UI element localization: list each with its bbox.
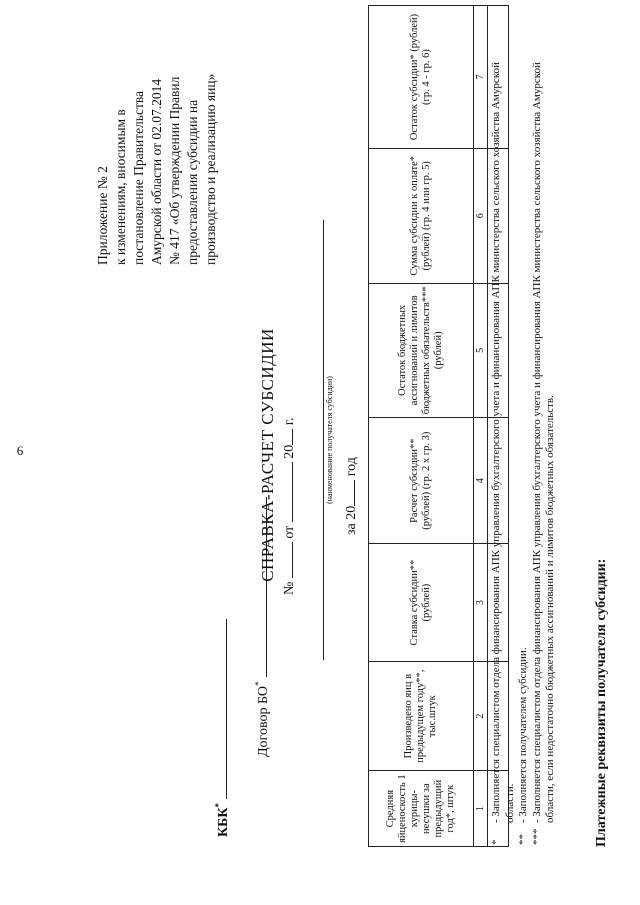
column-number: 1 (474, 771, 488, 847)
appendix-line: Амурской области от 02.07.2014 (149, 78, 164, 265)
year-suffix: г. (282, 417, 297, 426)
report-year-blank[interactable] (340, 480, 355, 506)
appendix-line: предоставления субсидии на (185, 99, 200, 265)
footnote (490, 25, 517, 845)
column-header: Средняя яйценоскость 1 курицы-несушки за предыдущий год*, штук (369, 771, 474, 847)
footnote (531, 25, 558, 845)
page-number: 6 (16, 443, 24, 458)
appendix-line: к изменениям, вносимым в (113, 109, 128, 265)
year-prefix: 20 (282, 444, 297, 459)
footnote-marker: * (213, 802, 224, 808)
footnote-mark: * (490, 839, 502, 845)
column-header: Ставка субсидии** (рублей) (369, 544, 474, 662)
payment-details-heading: Платежные реквизиты получателя субсидии: (594, 558, 609, 847)
appendix-line: постановление Правительства (131, 90, 146, 265)
recipient-caption: (наименование получателя субсидии) (325, 376, 334, 504)
column-number: 3 (474, 544, 488, 662)
document-number-line (278, 418, 298, 595)
column-header: Расчет субсидии** (рублей) (гр. 2 х гр. 3) (369, 418, 474, 544)
footnote-text: - Заполняется специалистом отдела финансирования АПК управления бухгалтерского учета и финансирования АПК министерства сельского хозяйства Амурской области. (490, 62, 516, 823)
column-number: 6 (474, 149, 488, 284)
document-title: СПРАВКА-РАСЧЕТ СУБСИДИИ (258, 328, 277, 582)
appendix-line: производство и реализацию яиц» (203, 73, 218, 265)
from-label: от (282, 525, 297, 539)
number-sign: № (282, 581, 297, 595)
footnote (517, 25, 531, 845)
number-blank[interactable] (278, 542, 293, 578)
column-number: 7 (474, 6, 488, 149)
footnote-text: - Заполняется специалистом отдела финансирования АПК управления бухгалтерского учета и финансирования АПК министерства сельского хозяйства Амурской области, если недостаточно бюджетных ассигнований и лимитов бюджетных обязательств. (530, 62, 556, 823)
kbk-blank[interactable] (212, 619, 227, 799)
kbk-label: КБК (216, 807, 231, 837)
column-header: Сумма субсидии к оплате* (рублей) (гр. 4 или гр. 5) (369, 149, 474, 284)
year-line-prefix: за 20 (344, 505, 359, 535)
column-header: Остаток бюджетных ассигнований и лимитов бюджетных обязательств*** (рублей) (369, 283, 474, 418)
footnote-mark: ** (517, 834, 529, 845)
appendix-line: Приложение № 2 (95, 166, 110, 265)
recipient-line[interactable] (323, 220, 324, 660)
footnote-mark: *** (530, 828, 543, 845)
column-number: 5 (474, 283, 488, 418)
dogovor-bo-label: Договор БО (256, 685, 271, 757)
appendix-block (94, 50, 220, 265)
column-number: 4 (474, 418, 488, 544)
footnote-text: - Заполняется получателем субсидии. (517, 647, 529, 823)
kbk-field (212, 619, 232, 837)
year-line-suffix: год (344, 457, 359, 477)
year-blank[interactable] (278, 429, 293, 445)
appendix-line: № 417 «Об утверждении Правил (167, 76, 182, 265)
column-number: 2 (474, 661, 488, 770)
column-header: Остаток субсидии* (рублей) (гр. 4 - гр. 6) (369, 6, 474, 149)
subsidy-calculation-table (368, 5, 509, 847)
footnote-marker: * (253, 681, 264, 686)
report-year-line (340, 457, 360, 535)
footnotes (490, 25, 558, 845)
date-blank[interactable] (278, 462, 293, 522)
column-header: Произведено яиц в предыдущем году**, тыс.штук (369, 661, 474, 770)
